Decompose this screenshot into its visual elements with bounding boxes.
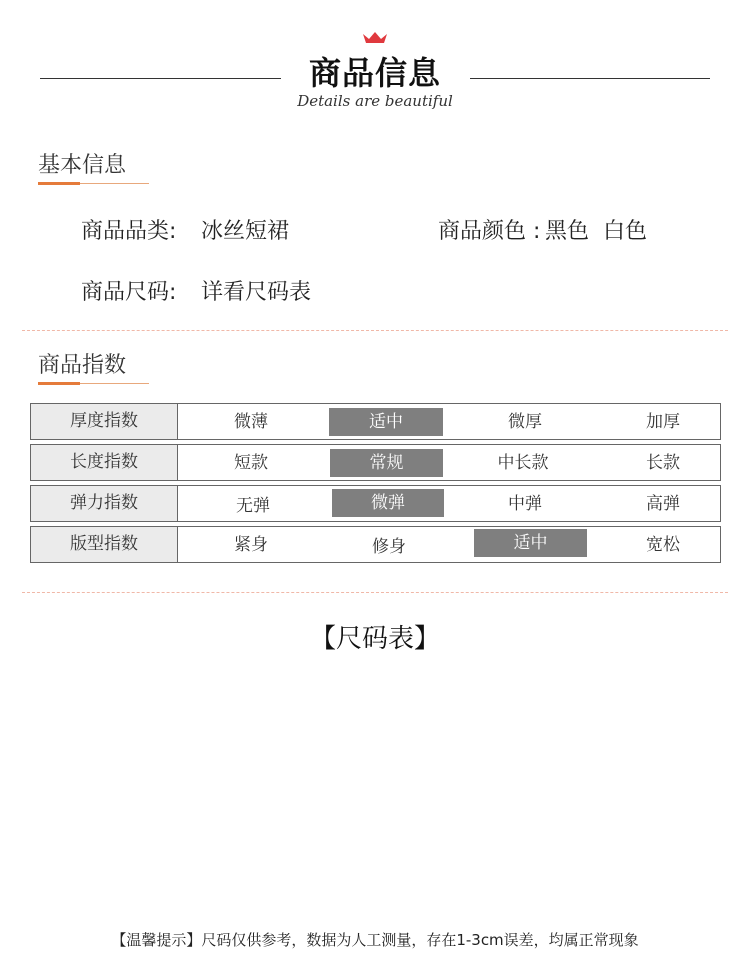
index-option: 短款 — [234, 453, 268, 473]
index-row-fit — [30, 526, 721, 563]
color-label: 商品颜色 : — [438, 219, 541, 244]
size-label: 商品尺码: — [81, 280, 177, 305]
footer-tip: 【温馨提示】尺码仅供参考，数据为人工测量，存在1-3cm误差，均属正常现象 — [111, 931, 639, 949]
index-option: 中长款 — [497, 453, 549, 473]
page-title: 商品信息 — [308, 54, 441, 92]
divider — [22, 330, 728, 331]
index-row-thickness — [30, 403, 721, 440]
index-row-label: 长度指数 — [31, 445, 178, 480]
section-underline-accent — [38, 382, 80, 385]
index-option: 紧身 — [234, 535, 268, 555]
index-option: 微厚 — [508, 412, 542, 432]
index-option: 加厚 — [646, 412, 680, 432]
category-value: 冰丝短裙 — [201, 219, 290, 244]
section-underline-accent — [38, 182, 80, 185]
index-row-elasticity — [30, 485, 721, 522]
index-row-length — [30, 444, 721, 481]
index-option: 宽松 — [646, 535, 680, 555]
index-option-selected: 适中 — [474, 529, 587, 557]
index-option: 修身 — [372, 537, 406, 557]
size-value: 详看尺码表 — [201, 280, 312, 305]
index-option: 无弹 — [236, 496, 270, 516]
index-option: 中弹 — [508, 494, 542, 514]
color-value: 黑色 白色 — [545, 219, 647, 244]
index-option: 微薄 — [234, 412, 268, 432]
page-subtitle: Details are beautiful — [297, 92, 453, 110]
size-chart-title: 【尺码表】 — [309, 624, 440, 654]
index-row-label: 弹力指数 — [31, 486, 178, 521]
index-option-selected: 适中 — [329, 408, 443, 436]
index-option: 高弹 — [646, 494, 680, 514]
index-row-label: 版型指数 — [31, 527, 178, 562]
section-title-basic-info: 基本信息 — [38, 153, 127, 178]
category-label: 商品品类: — [81, 219, 177, 244]
section-title-product-index: 商品指数 — [38, 353, 127, 378]
divider — [22, 592, 728, 593]
crown-icon — [362, 31, 388, 45]
index-row-label: 厚度指数 — [31, 404, 178, 439]
index-option-selected: 微弹 — [332, 489, 444, 517]
index-option: 长款 — [646, 453, 680, 473]
index-option-selected: 常规 — [330, 449, 443, 477]
